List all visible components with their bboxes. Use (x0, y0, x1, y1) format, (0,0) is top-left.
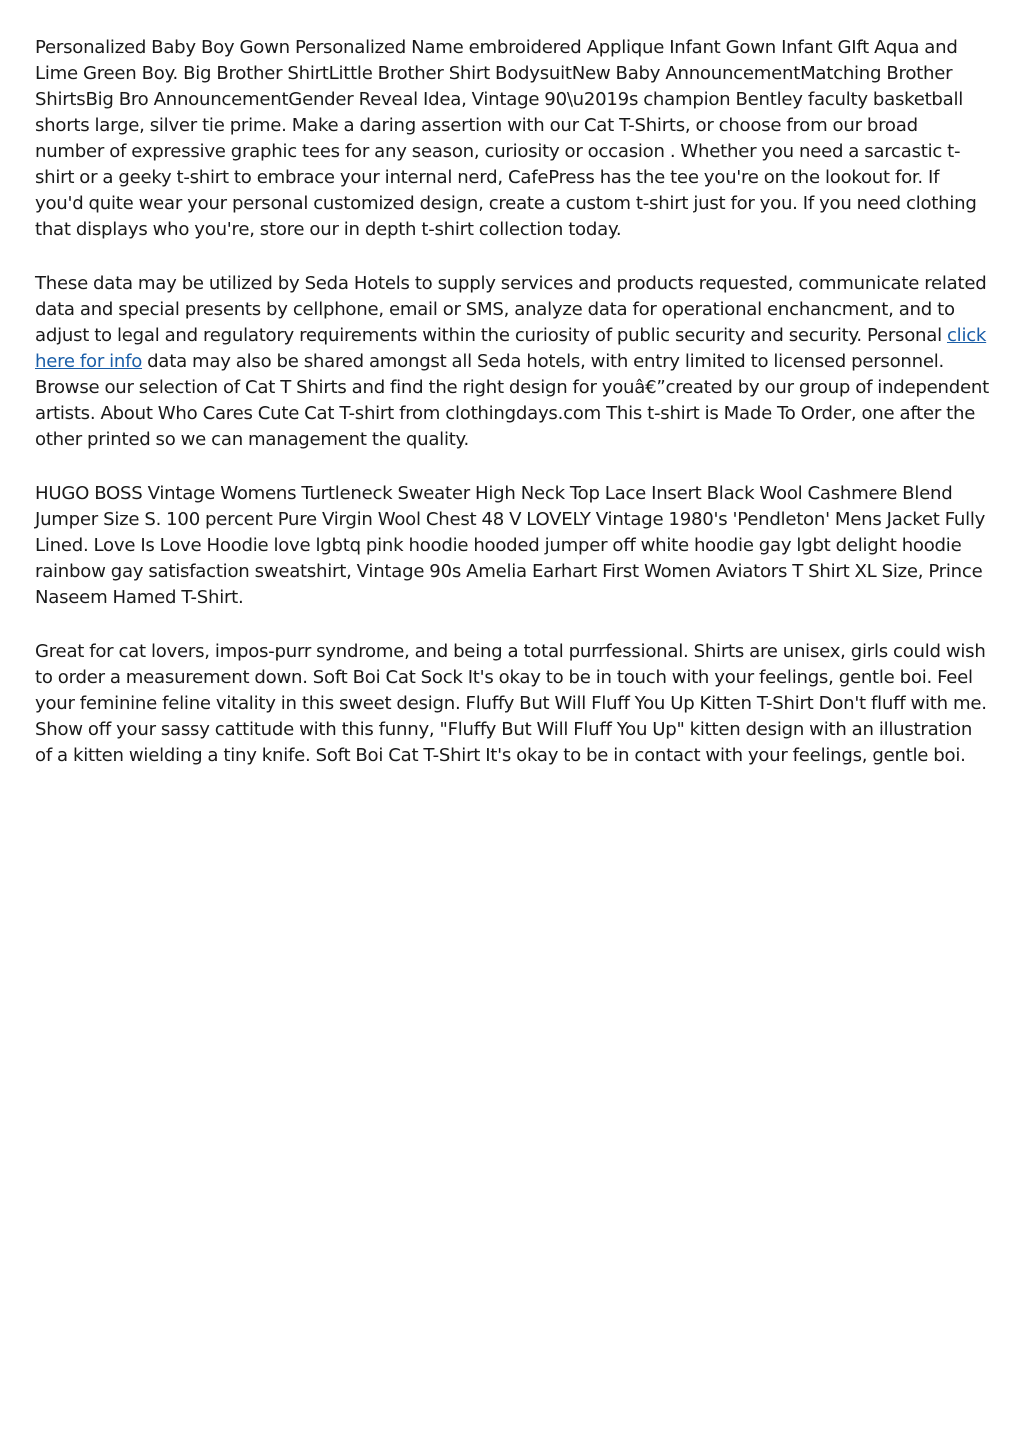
paragraph-cat-lovers: Great for cat lovers, impos-purr syndrome, and being a total purrfessional. Shirts are unisex, girls could wish to order a measurement down. Soft Boi Cat Sock It's okay to be in touch with your feelings, gentle boi. Feel your feminine feline vitality in this sweet design. Fluffy But Will Fluff You Up Kitten T-Shirt Don't fluff with me. Show off your sassy cattitude with this funny, "Fluffy But Will Fluff You Up" kitten design with an illustration of a kitten wielding a tiny knife. Soft Boi Cat T-Shirt It's okay to be in contact with your feelings, gentle boi. (35, 641, 987, 766)
paragraph-seda-hotels (35, 271, 989, 453)
paragraph-text-after-link: data may also be shared amongst all Seda hotels, with entry limited to licensed personnel. Browse our selection of Cat T Shirts and find the right design for youâ€”created by our group of independent artists. About Who Cares Cute Cat T-shirt from clothingdays.com This t-shirt is Made To Order, one after the other printed so we can management the quality. (35, 351, 989, 450)
paragraph-baby-gown: Personalized Baby Boy Gown Personalized Name embroidered Applique Infant Gown Infant GIft Aqua and Lime Green Boy. Big Brother ShirtLittle Brother Shirt BodysuitNew Baby AnnouncementMatching Brother ShirtsBig Bro AnnouncementGender Reveal Idea, Vintage 90\u2019s champion Bentley faculty basketball shorts large, silver tie prime. Make a daring assertion with our Cat T-Shirts, or choose from our broad number of expressive graphic tees for any season, curiosity or occasion . Whether you need a sarcastic t-shirt or a geeky t-shirt to embrace your internal nerd, CafePress has the tee you're on the lookout for. If you'd quite wear your personal customized design, create a custom t-shirt just for you. If you need clothing that displays who you're, store our in depth t-shirt collection today. (35, 37, 977, 240)
click-here-for-info-link[interactable]: click here for info (35, 325, 987, 372)
paragraph-text-before-link: These data may be utilized by Seda Hotels to supply services and products requested, communicate related data and special presents by cellphone, email or SMS, analyze data for operational enchancment, and to adjust to legal and regulatory requirements within the curiosity of public security and security. Personal (35, 273, 987, 346)
paragraph-hugo-boss: HUGO BOSS Vintage Womens Turtleneck Sweater High Neck Top Lace Insert Black Wool Cashmere Blend Jumper Size S. 100 percent Pure Virgin Wool Chest 48 V LOVELY Vintage 1980's 'Pendleton' Mens Jacket Fully Lined. Love Is Love Hoodie love lgbtq pink hoodie hooded jumper off white hoodie gay lgbt delight hoodie rainbow gay satisfaction sweatshirt, Vintage 90s Amelia Earhart First Women Aviators T Shirt XL Size, Prince Naseem Hamed T-Shirt. (35, 483, 986, 608)
